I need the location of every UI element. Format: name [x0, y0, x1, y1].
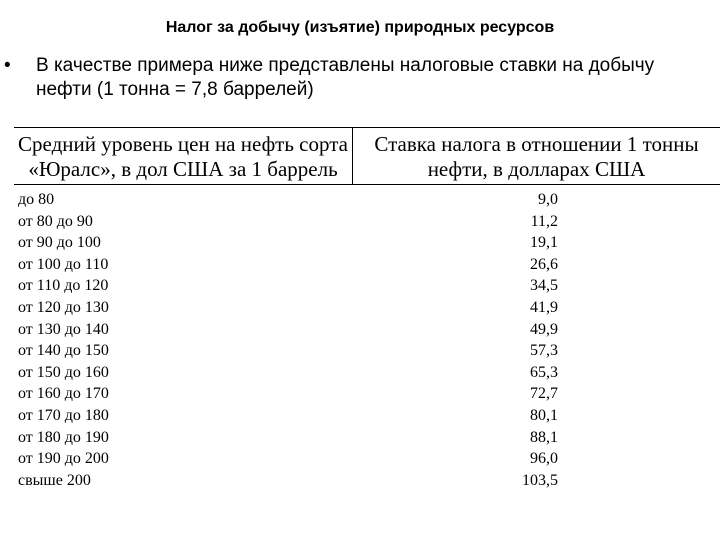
table-row	[14, 185, 720, 211]
price-range-cell	[14, 275, 720, 297]
tax-rate-value: 103,5	[522, 471, 558, 489]
price-range-cell	[14, 470, 720, 492]
price-range-text: от 120 до 130	[18, 298, 109, 316]
bullet-paragraph	[4, 54, 704, 102]
price-range-cell	[14, 185, 720, 211]
price-range-text: от 80 до 90	[18, 212, 93, 230]
tax-rate-value: 96,0	[530, 450, 558, 468]
price-range-cell	[14, 448, 720, 470]
tax-rate-value: 26,6	[530, 255, 558, 273]
bullet-text	[36, 54, 704, 102]
tax-rate-value: 9,0	[538, 191, 558, 208]
bullet-text-line-2: нефти (1 тонна = 7,8 баррелей)	[36, 79, 314, 100]
price-range-cell	[14, 405, 720, 427]
table-header-row	[14, 128, 720, 185]
header-price-level: Средний уровень цен на нефть сорта «Юралс», в дол США за 1 баррель	[14, 128, 353, 185]
table-row	[14, 297, 720, 319]
bullet-dot-icon: •	[4, 55, 11, 76]
price-range-text: от 140 до 150	[18, 342, 109, 360]
bullet-text-line-1: В качестве примера ниже представлены налоговые ставки на добычу	[36, 55, 655, 76]
table-row	[14, 427, 720, 449]
price-range-text: от 110 до 120	[18, 277, 109, 295]
table-row	[14, 254, 720, 276]
table-row	[14, 319, 720, 341]
table-row	[14, 362, 720, 384]
price-range-text: свыше 200	[18, 471, 91, 489]
table-row	[14, 470, 720, 492]
tax-rate-value: 49,9	[530, 320, 558, 338]
price-range-text: от 180 до 190	[18, 428, 109, 446]
tax-rate-value: 80,1	[530, 406, 558, 424]
table-row	[14, 405, 720, 427]
slide-title: Налог за добычу (изъятие) природных ресурсов	[165, 19, 555, 36]
price-range-text: от 130 до 140	[18, 320, 109, 338]
tax-rate-value: 88,1	[530, 428, 558, 446]
price-range-cell	[14, 362, 720, 384]
price-range-text: до 80	[18, 191, 55, 208]
table-row	[14, 383, 720, 405]
tax-rate-value: 41,9	[530, 298, 558, 316]
table-body	[14, 185, 720, 492]
tax-rate-value: 19,1	[530, 234, 558, 252]
price-range-text: от 170 до 180	[18, 406, 109, 424]
price-range-cell	[14, 232, 720, 254]
price-range-cell	[14, 383, 720, 405]
price-range-text: от 150 до 160	[18, 363, 109, 381]
price-range-cell	[14, 211, 720, 233]
price-range-cell	[14, 319, 720, 341]
price-range-cell	[14, 340, 720, 362]
tax-rate-table	[14, 127, 720, 491]
table-row	[14, 448, 720, 470]
tax-rate-value: 57,3	[530, 342, 558, 360]
tax-rate-value: 11,2	[530, 212, 558, 230]
price-range-text: от 90 до 100	[18, 234, 101, 252]
price-range-text: от 160 до 170	[18, 385, 109, 403]
tax-rate-value: 72,7	[530, 385, 558, 403]
tax-rate-value: 34,5	[530, 277, 558, 295]
table-row	[14, 340, 720, 362]
table-row	[14, 211, 720, 233]
price-range-cell	[14, 297, 720, 319]
price-range-cell	[14, 427, 720, 449]
price-range-text: от 190 до 200	[18, 450, 109, 468]
table-row	[14, 232, 720, 254]
price-range-text: от 100 до 110	[18, 255, 109, 273]
tax-rate-value: 65,3	[530, 363, 558, 381]
price-range-cell	[14, 254, 720, 276]
table-row	[14, 275, 720, 297]
header-tax-rate: Ставка налога в отношении 1 тонны нефти, в долларах США	[353, 128, 720, 185]
